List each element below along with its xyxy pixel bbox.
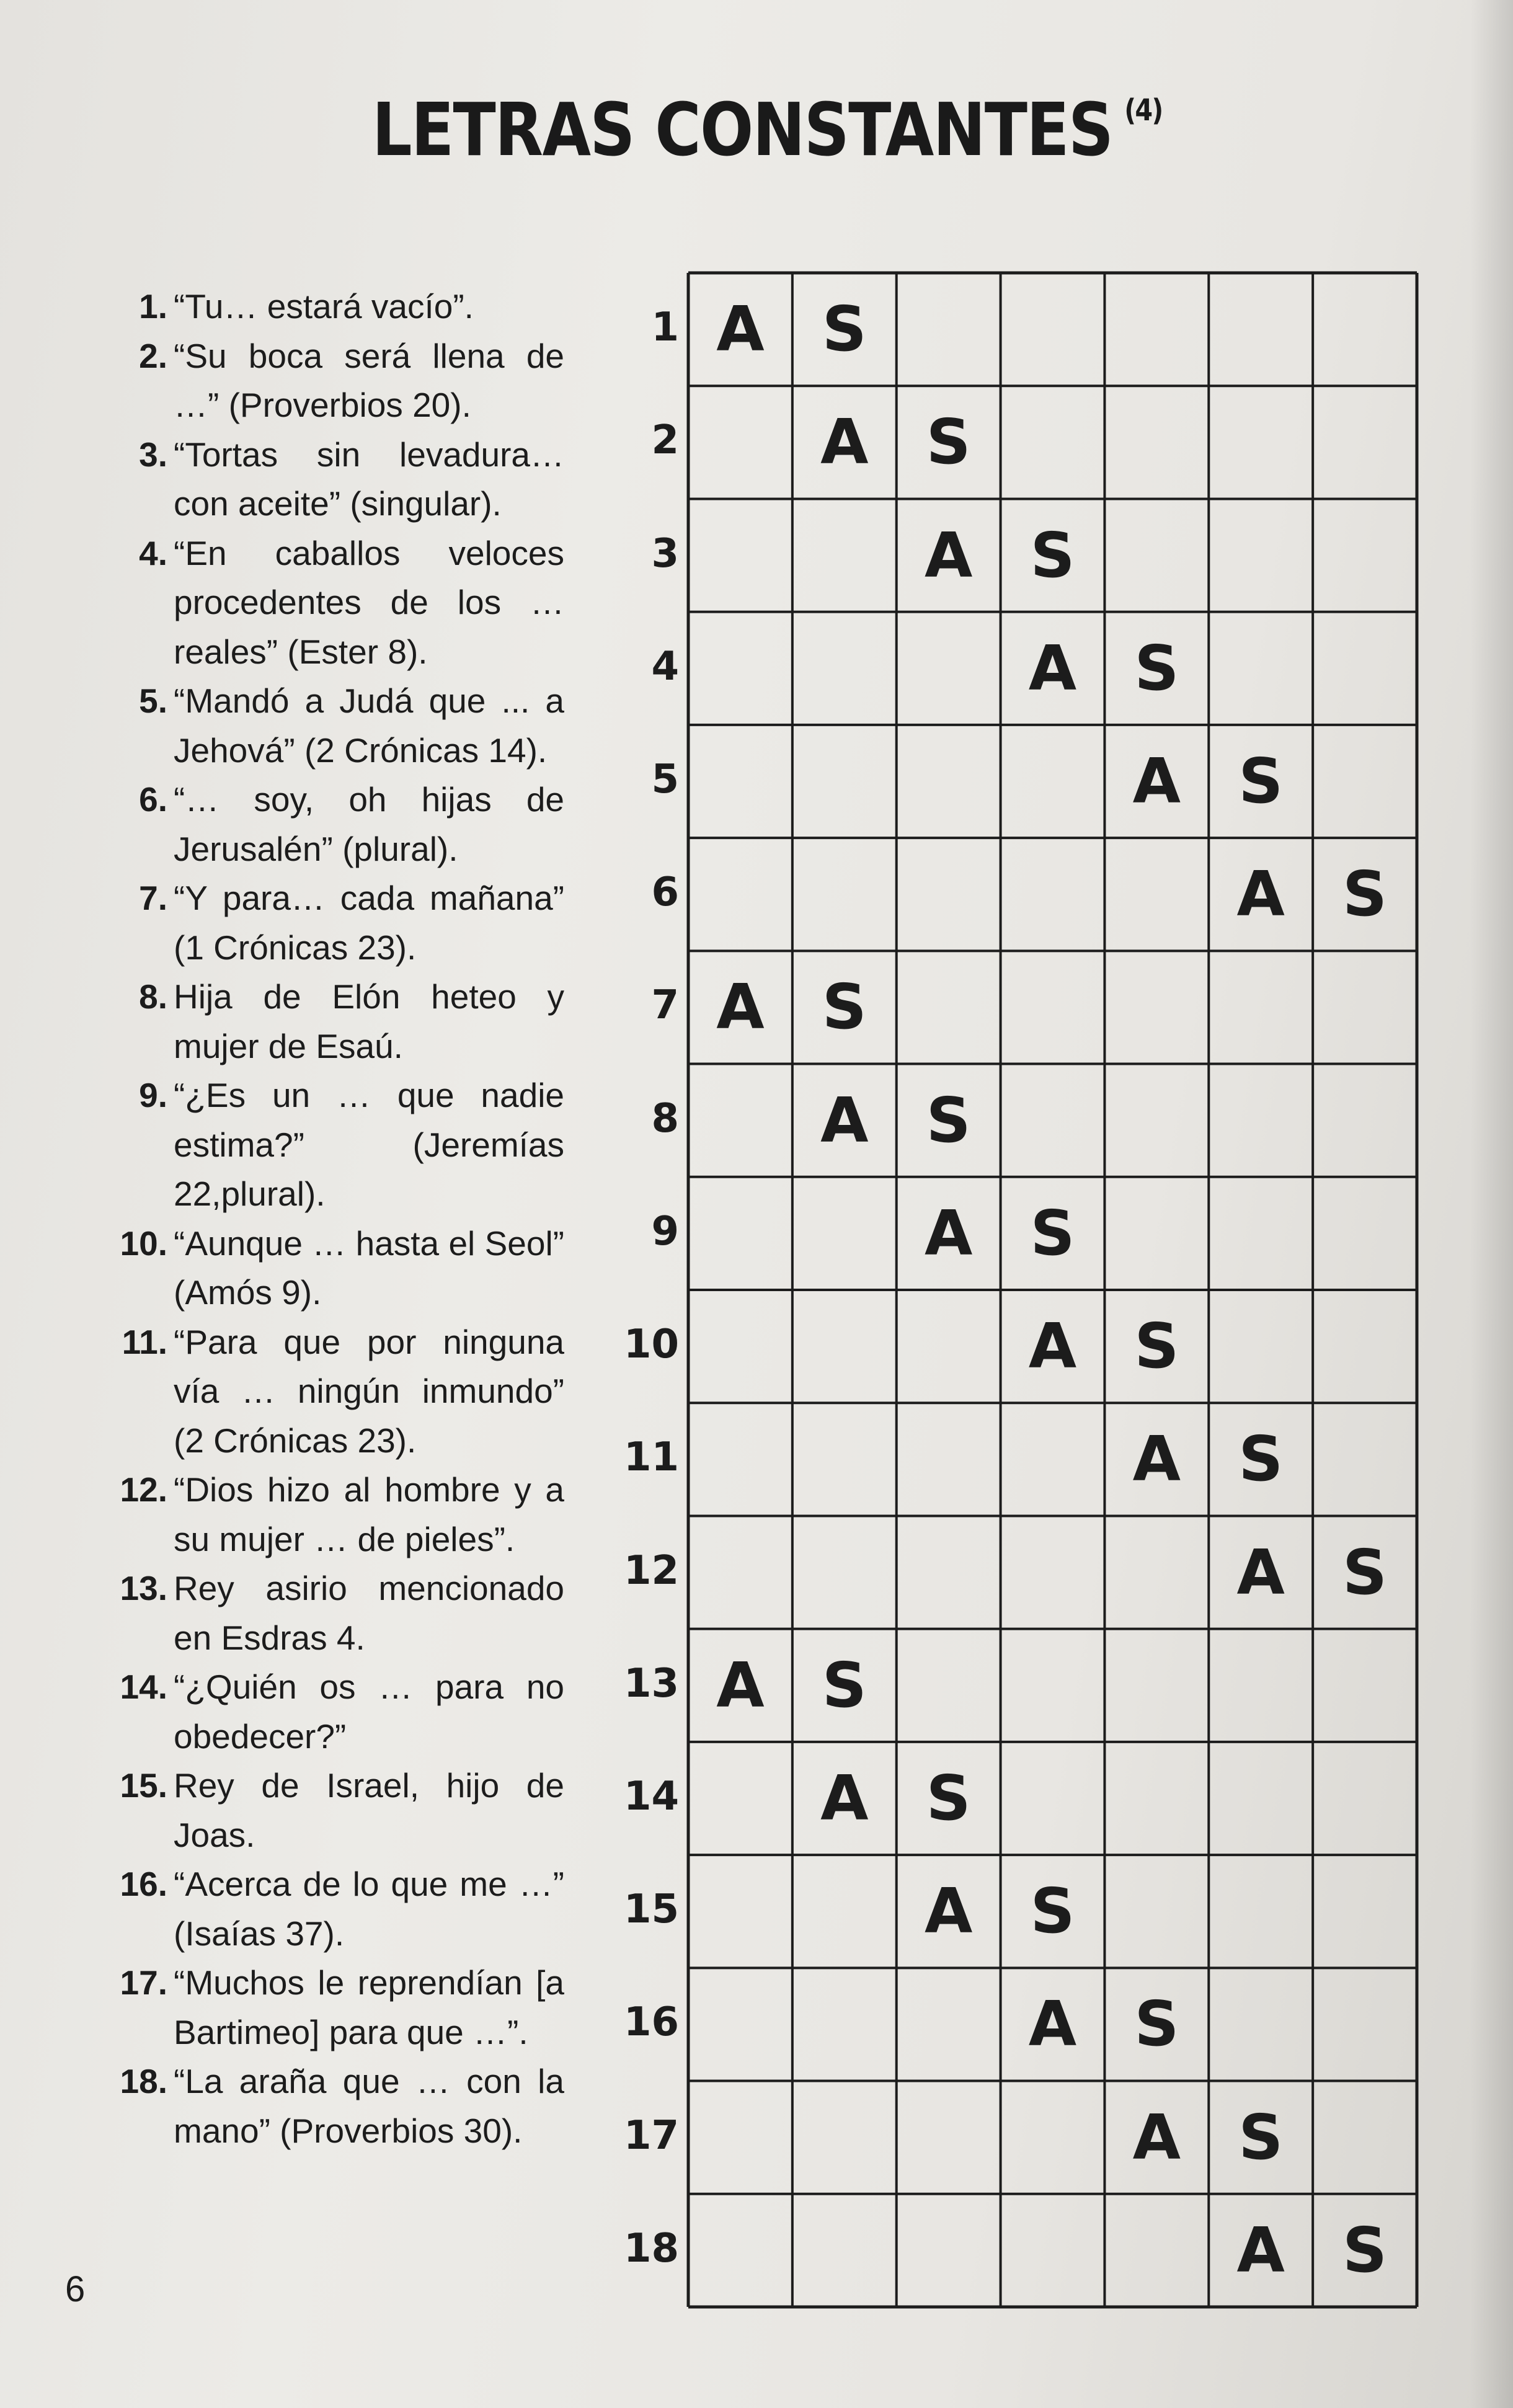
row-number: 4 (651, 643, 679, 690)
grid-cell-letter[interactable]: A (1028, 1310, 1077, 1383)
grid-cell-letter[interactable]: A (1132, 1423, 1181, 1496)
clue-number: 6. (139, 780, 167, 819)
grid-cell-letter[interactable]: A (1132, 745, 1181, 817)
grid-cell-letter[interactable]: S (1134, 1310, 1179, 1383)
grid-cell-letter[interactable]: S (1342, 858, 1388, 931)
grid-cell-letter[interactable]: A (716, 293, 765, 366)
grid-cell-letter[interactable]: A (716, 971, 765, 1044)
clue-number: 2. (139, 336, 167, 375)
clue-text: “Tu… estará vacío”. (174, 287, 474, 326)
grid-cell-letter[interactable]: A (924, 1875, 973, 1948)
grid-cell-letter[interactable]: S (1342, 2213, 1388, 2286)
grid-cell-letter[interactable]: S (1030, 1196, 1075, 1269)
clue-number: 18. (120, 2062, 167, 2100)
row-number: 18 (623, 2225, 679, 2272)
clue-number: 12. (120, 1470, 167, 1509)
clue-text: “… soy, oh hijas de Jerusalén” (plural). (174, 780, 564, 868)
clue-number: 10. (120, 1224, 167, 1263)
row-number: 3 (651, 530, 679, 577)
clue-text: “Tortas sin levadura… con aceite” (singular). (174, 435, 564, 523)
grid-cell-letter[interactable]: S (926, 1083, 971, 1157)
clue-text: Rey de Israel, hijo de Joas. (174, 1766, 564, 1854)
grid-cell-letter[interactable]: S (822, 1648, 867, 1722)
title-text: LETRAS CONSTANTES (372, 87, 1113, 172)
grid-cell-letter[interactable]: S (822, 293, 867, 366)
grid-cell-letter[interactable]: A (1236, 2213, 1285, 2286)
row-number: 6 (651, 869, 679, 916)
row-number: 16 (623, 1999, 679, 2046)
grid-cell-letter[interactable]: S (1238, 2100, 1284, 2174)
row-number: 10 (623, 1322, 679, 1368)
clue-text: “La araña que … con la mano” (Proverbios 30). (174, 2062, 564, 2150)
clue-number: 4. (139, 533, 167, 572)
page-number: 6 (65, 2269, 86, 2309)
grid-cell-letter[interactable]: A (1132, 2100, 1181, 2174)
clue-number: 5. (139, 682, 167, 720)
title-note: (4) (1124, 93, 1163, 128)
row-number: 17 (623, 2112, 679, 2159)
grid-cell-letter[interactable]: S (1342, 1535, 1388, 1609)
grid-cell-letter[interactable]: S (1030, 1875, 1075, 1948)
row-number: 9 (651, 1208, 679, 1255)
clue-text: “Su boca será llena de …” (Proverbios 20). (174, 336, 564, 424)
clue-number: 15. (120, 1766, 167, 1805)
row-number: 13 (623, 1660, 679, 1707)
row-number: 2 (651, 417, 679, 464)
clue-text: Rey asirio mencionado en Esdras 4. (174, 1569, 564, 1657)
row-number: 8 (651, 1095, 679, 1142)
clue-number: 3. (139, 435, 167, 474)
row-number: 11 (623, 1434, 679, 1481)
row-number: 12 (623, 1547, 679, 1594)
clue-text: “Y para… cada mañana” (1 Crónicas 23). (174, 879, 564, 967)
clue-number: 1. (139, 287, 167, 326)
clue-text: “Acerca de lo que me …” (Isaías 37). (174, 1865, 564, 1953)
grid-cell-letter[interactable]: S (926, 406, 971, 479)
grid-cell-letter[interactable]: S (1238, 745, 1284, 817)
grid-cell-letter[interactable]: S (1134, 1988, 1179, 2061)
clue-text: “¿Quién os … para no obedecer?” (174, 1668, 564, 1756)
grid-cell-letter[interactable]: S (926, 1762, 971, 1834)
grid-cell-letter[interactable]: A (716, 1648, 765, 1722)
grid-cell-letter[interactable]: A (820, 406, 869, 479)
grid-cell-letter[interactable]: A (924, 518, 973, 592)
row-number: 7 (651, 982, 679, 1029)
grid-cell-letter[interactable]: A (1236, 1535, 1285, 1609)
grid-cell-letter[interactable]: A (820, 1083, 869, 1157)
grid-cell-letter[interactable]: S (822, 971, 867, 1044)
clue-number: 14. (120, 1668, 167, 1706)
clue-number: 8. (139, 977, 167, 1016)
clue-number: 17. (120, 1963, 167, 2002)
clue-number: 7. (139, 879, 167, 917)
row-number: 5 (651, 757, 679, 802)
grid-cell-letter[interactable]: A (924, 1196, 973, 1269)
row-number: 14 (623, 1774, 679, 1819)
clue-text: “En caballos veloces procedentes de los … reales” (Ester 8). (174, 533, 564, 671)
grid-cell-letter[interactable]: A (1028, 631, 1077, 704)
clue-number: 16. (120, 1865, 167, 1903)
grid-cell-letter[interactable]: A (1236, 858, 1285, 931)
clue-text: “Mandó a Judá que ... a Jehová” (2 Crónicas 14). (174, 682, 564, 770)
row-number: 15 (623, 1886, 679, 1933)
grid-cell-letter[interactable]: S (1238, 1423, 1284, 1496)
clue-number: 13. (120, 1569, 167, 1607)
grid-cell-letter[interactable]: A (1028, 1988, 1077, 2061)
row-number: 1 (651, 304, 679, 351)
clue-text: Hija de Elón heteo y mujer de Esaú. (174, 977, 564, 1065)
clue-number: 9. (139, 1076, 167, 1114)
grid-cell-letter[interactable]: S (1134, 631, 1179, 704)
clue-text: “Para que por ninguna vía … ningún inmundo” (2 Crónicas 23). (174, 1322, 564, 1460)
grid-cell-letter[interactable]: S (1030, 518, 1075, 592)
clue-text: “Aunque … hasta el Seol” (Amós 9). (174, 1224, 564, 1312)
clue-number: 11. (122, 1322, 167, 1361)
grid-cell-letter[interactable]: A (820, 1762, 869, 1834)
clue-text: “Muchos le reprendían [a Bartimeo] para que …”. (174, 1963, 564, 2051)
clue-text: “¿Es un … que nadie estima?” (Jeremías 22,plural). (174, 1076, 564, 1213)
clue-text: “Dios hizo al hombre y a su mujer … de pieles”. (174, 1470, 564, 1558)
